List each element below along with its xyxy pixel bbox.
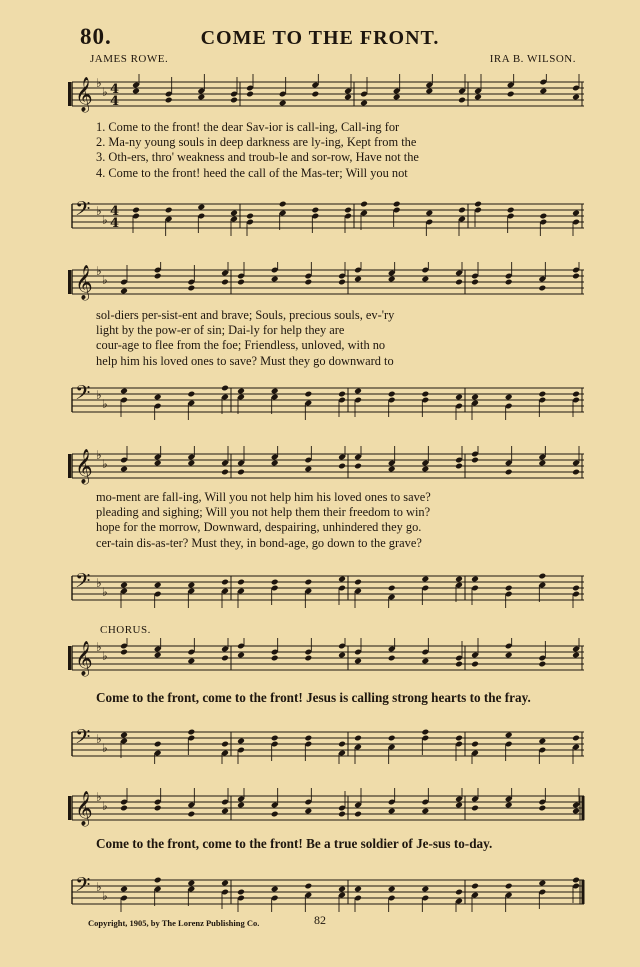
verse-line: cour-age to flee from the foe; Friendless, unloved, with no (96, 338, 386, 353)
flat-icon: ♭ (96, 388, 102, 402)
flat-icon: ♭ (96, 732, 102, 746)
flat-icon: ♭ (96, 640, 102, 654)
verse-line: pleading and sighing; Will you not help them their freedom to win? (96, 505, 431, 520)
verse-line: 1. Come to the front! the dear Sav-ior is call-ing, Call-ing for (96, 120, 400, 134)
flat-icon: ♭ (96, 264, 102, 278)
staff-lines (68, 568, 586, 608)
chorus-lyric-line: Come to the front, come to the front! Be a true soldier of Je-sus to-day. (96, 836, 493, 851)
bass-clef-icon: 𝄢 (75, 381, 91, 409)
staff-lines (68, 788, 586, 828)
treble-clef-icon: 𝄞 (75, 641, 93, 676)
verse-line: light by the pow-er of sin; Dai-ly for help they are (96, 323, 345, 338)
flat-icon: ♭ (96, 790, 102, 804)
staff-lines (68, 380, 586, 420)
flat-icon: ♭ (102, 889, 108, 903)
treble-staff (68, 788, 586, 828)
hymn-title: COME TO THE FRONT. (200, 27, 440, 49)
verse-line: 2. Ma-ny young souls in deep darkness are ly-ing, Kept from the (96, 135, 417, 150)
chorus-label: CHORUS. (100, 624, 151, 636)
bass-clef-icon: 𝄢 (75, 569, 91, 597)
verse-line: cer-tain dis-as-ter? Must they, in bond-age, go down to the grave? (96, 535, 422, 550)
staff-lines (68, 74, 586, 114)
bass-clef-icon: 𝄢 (75, 873, 91, 901)
staff-lines (68, 446, 586, 486)
composer-credit: IRA B. WILSON. (489, 53, 576, 65)
treble-clef-icon: 𝄞 (75, 449, 93, 484)
flat-icon: ♭ (102, 585, 108, 599)
flat-icon: ♭ (96, 448, 102, 462)
copyright-notice: Copyright, 1905, by The Lorenz Publishing Co. (88, 918, 260, 928)
time-signature-icon: 4 (110, 82, 120, 97)
lyricist-credit: JAMES ROWE. (90, 53, 169, 65)
verse-line: 4. Come to the front! heed the call of the Mas-ter; Will you not (96, 165, 408, 180)
flat-icon: ♭ (96, 76, 102, 90)
treble-staff (68, 262, 586, 302)
bass-clef-icon: 𝄢 (75, 725, 91, 753)
staff-lines (68, 638, 586, 678)
hymn-number: 80. (80, 24, 112, 49)
bass-staff (68, 568, 586, 608)
verse-line: 3. Oth-ers, thro' weakness and troub-le and sor-row, Have not the (96, 150, 419, 165)
treble-clef-icon: 𝄞 (75, 791, 93, 826)
treble-staff (68, 446, 586, 486)
treble-staff (68, 74, 586, 114)
verse-lines-block (96, 308, 584, 369)
verse-line: help him his loved ones to save? Must they go downward to (96, 353, 394, 368)
flat-icon: ♭ (102, 273, 108, 287)
flat-icon: ♭ (102, 457, 108, 471)
treble-clef-icon: 𝄞 (75, 77, 93, 112)
flat-icon: ♭ (102, 799, 108, 813)
bass-staff (68, 724, 586, 764)
verse-lines-block (96, 490, 584, 551)
time-signature-icon: 4 (110, 94, 120, 109)
verse-line: mo-ment are fall-ing, Will you not help him his loved ones to save? (96, 490, 431, 504)
flat-icon: ♭ (96, 204, 102, 218)
time-signature-icon: 4 (110, 216, 120, 231)
bass-staff (68, 872, 586, 912)
page-number: 82 (314, 913, 326, 927)
flat-icon: ♭ (96, 880, 102, 894)
flat-icon: ♭ (102, 213, 108, 227)
staff-lines (68, 196, 586, 236)
verse-line: sol-diers per-sist-ent and brave; Souls, precious souls, ev-'ry (96, 308, 395, 322)
verse-lines-block (96, 120, 584, 181)
flat-icon: ♭ (102, 649, 108, 663)
staff-lines (68, 724, 586, 764)
staff-lines (68, 262, 586, 302)
verse-line: hope for the morrow, Downward, despairing, unhindered they go. (96, 520, 422, 535)
flat-icon: ♭ (102, 85, 108, 99)
flat-icon: ♭ (96, 576, 102, 590)
treble-staff (68, 638, 586, 678)
staff-lines (68, 872, 586, 912)
treble-clef-icon: 𝄞 (75, 265, 93, 300)
flat-icon: ♭ (102, 397, 108, 411)
bass-staff (68, 380, 586, 420)
time-signature-icon: 4 (110, 204, 120, 219)
flat-icon: ♭ (102, 741, 108, 755)
bass-clef-icon: 𝄢 (75, 197, 91, 225)
bass-staff (68, 196, 586, 236)
chorus-lyric-line: Come to the front, come to the front! Jesus is calling strong hearts to the fray. (96, 690, 531, 705)
